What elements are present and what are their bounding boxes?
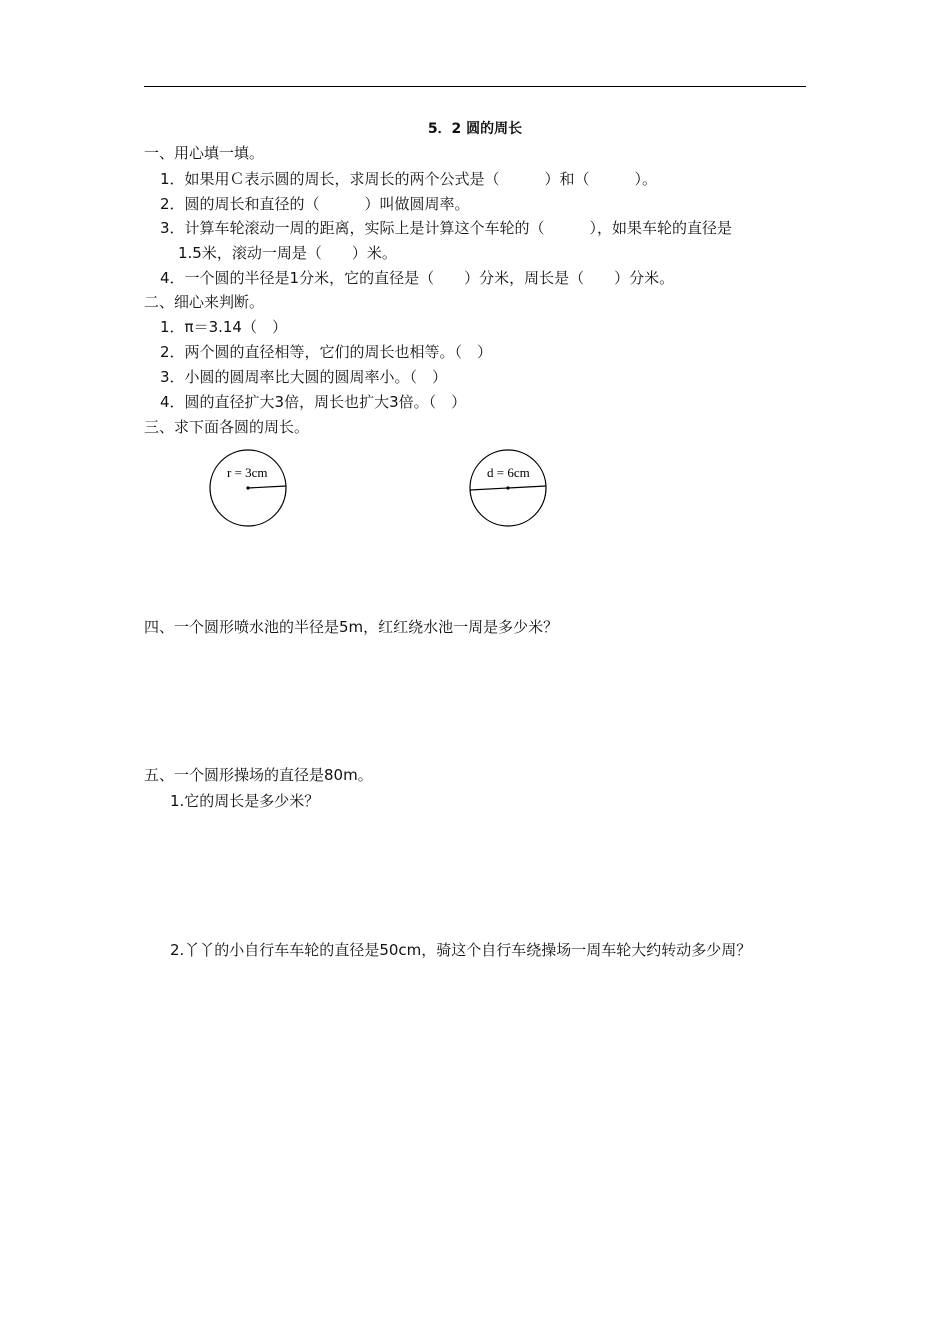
header-rule (144, 86, 806, 87)
center-dot (246, 486, 249, 489)
center-dot (506, 486, 509, 489)
section1-question-3-continued: 1.5米，滚动一周是（ ）米。 (178, 244, 397, 262)
section2-question-4: 4．圆的直径扩大3倍，周长也扩大3倍。（ ） (160, 393, 467, 411)
section2-heading: 二、细心来判断。 (144, 293, 265, 311)
section3-heading: 三、求下面各圆的周长。 (144, 418, 310, 436)
section5-question-2: 2.丫丫的小自行车车轮的直径是50cm，骑这个自行车绕操场一周车轮大约转动多少周？ (170, 941, 752, 959)
radius-line (248, 486, 286, 488)
section1-question-1: 1．如果用Ｃ表示圆的周长，求周长的两个公式是（ ）和（ ）。 (160, 170, 658, 188)
section2-question-2: 2．两个圆的直径相等，它们的周长也相等。（ ） (160, 343, 493, 361)
section1-question-3: 3．计算车轮滚动一周的距离，实际上是计算这个车轮的（ ），如果车轮的直径是 (160, 219, 733, 237)
section5-question-1: 1.它的周长是多少米？ (170, 792, 320, 810)
circle-diameter-figure (460, 446, 560, 536)
section2-question-3: 3．小圆的圆周率比大圆的圆周率小。（ ） (160, 368, 448, 386)
section1-question-4: 4．一个圆的半径是1分米，它的直径是（ ）分米，周长是（ ）分米。 (160, 269, 675, 287)
circle-radius-figure (200, 446, 300, 536)
page-title: 5．2 圆的周长 (427, 121, 523, 137)
section4-heading: 四、一个圆形喷水池的半径是5m，红红绕水池一周是多少米？ (144, 618, 559, 636)
section2-question-1: 1．π＝3.14（ ） (160, 318, 287, 336)
section1-question-2: 2．圆的周长和直径的（ ）叫做圆周率。 (160, 195, 470, 213)
circle-radius-label: r = 3cm (227, 465, 268, 480)
section5-heading: 五、一个圆形操场的直径是80m。 (144, 766, 373, 784)
circle-diameter-label: d = 6cm (487, 465, 530, 480)
section1-heading: 一、用心填一填。 (144, 144, 265, 162)
